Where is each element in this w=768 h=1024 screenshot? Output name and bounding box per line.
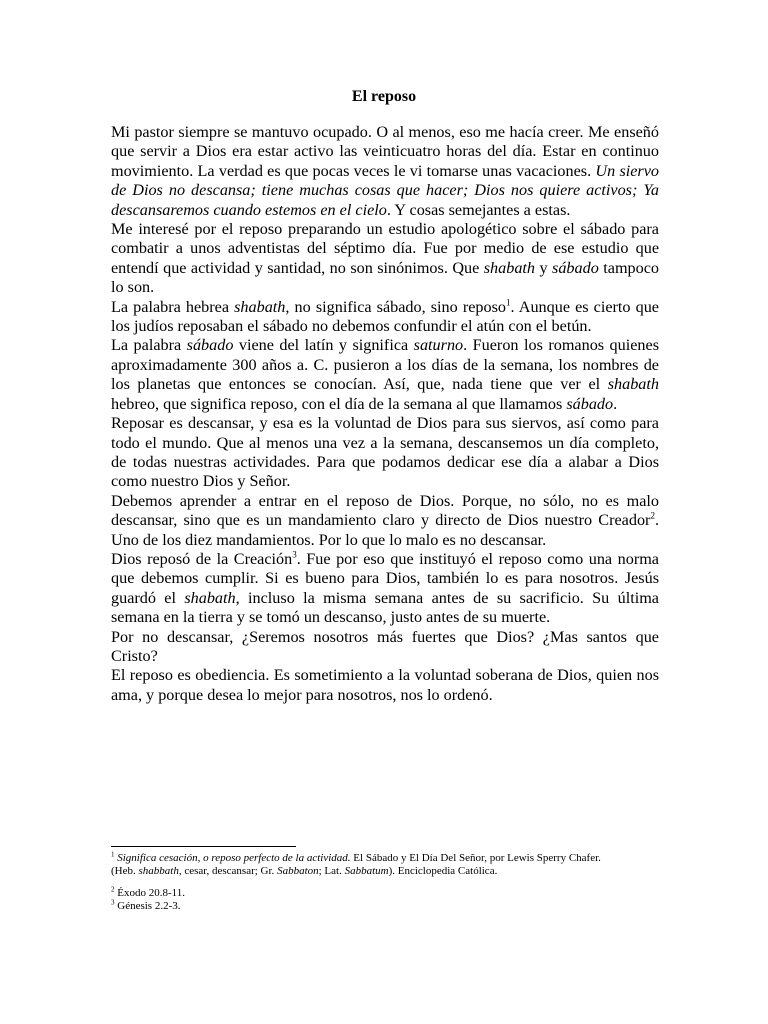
page-title: El reposo — [351, 88, 417, 105]
italic-run: sábado — [566, 394, 614, 413]
footnotes — [111, 852, 659, 913]
paragraph-5 — [111, 414, 659, 492]
text-run: . Uno de los diez mandamientos. Por lo que lo malo es no descansar. — [111, 511, 659, 549]
footnote-number: 1 — [111, 850, 115, 859]
text-run: El reposo es obediencia. Es sometimiento a la voluntad soberana de Dios, quien nos ama, y porque desea lo mejor para nosotros, nos lo ordenó. — [111, 666, 659, 704]
text-run: Debemos aprender a entrar en el reposo de Dios. Porque, no sólo, no es malo descansar, sino que es un mandamiento claro y directo de Dios nuestro Creador — [111, 491, 659, 530]
text-run: La palabra hebrea — [111, 297, 235, 316]
text-run: (Heb. — [111, 865, 139, 877]
text-run: Génesis 2.2-3. — [114, 900, 181, 912]
text-run: , incluso la misma semana antes de su sacrificio. Su última semana en la tierra y se tomó un descanso, justo antes de su muerte. — [111, 588, 659, 627]
italic-run: shabath — [483, 258, 536, 277]
footnote-ref-3[interactable]: 3 — [292, 549, 297, 560]
text-run: El Sábado y El Día Del Señor, por Lewis Sperry Chafer. — [350, 852, 601, 864]
italic-run: Significa cesación, o reposo perfecto de la actividad. — [117, 852, 351, 864]
paragraph-9 — [111, 666, 659, 705]
paragraph-4 — [111, 336, 659, 414]
paragraph-2 — [111, 220, 659, 298]
footnote-1-continuation — [111, 865, 659, 878]
text-run: tampoco lo son. — [111, 258, 660, 297]
text-run: Éxodo 20.8-11. — [114, 887, 185, 899]
paragraph-1 — [111, 123, 659, 220]
footnote-2 — [111, 887, 659, 900]
italic-run: sábado — [552, 258, 599, 277]
footnote-divider — [111, 846, 296, 847]
text-run: La palabra — [111, 336, 187, 355]
text-run: y — [535, 258, 553, 277]
text-run: Por no descansar, ¿Seremos nosotros más fuertes que Dios? ¿Mas santos que Cristo? — [111, 627, 659, 665]
text-run: . Fue por eso que instituyó el reposo como una norma que debemos cumplir. Si es bueno para Dios, también lo es para nosotros. Jesús guardó el — [111, 549, 659, 607]
italic-run: shabath — [184, 588, 236, 607]
footnote-ref-1[interactable]: 1 — [506, 297, 511, 308]
text-run: Reposar es descansar, y esa es la voluntad de Dios para sus siervos, así como para todo el mundo. Que al menos una vez a la semana, descansemos un día completo, de todas nuestras actividades. Para que podamos dedicar ese día a alabar a Dios como nuestro Dios y Señor. — [111, 414, 659, 491]
italic-run: sábado — [186, 336, 234, 355]
text-run: . — [613, 394, 618, 413]
document-body — [111, 123, 659, 705]
text-run: ; Lat. — [318, 865, 345, 877]
italic-run: Sabbatum — [344, 865, 389, 877]
paragraph-6 — [111, 492, 659, 550]
footnote-number: 2 — [111, 885, 115, 894]
italic-run: shabath — [234, 297, 286, 316]
text-run: hebreo, que significa reposo, con el día de la semana al que llamamos — [111, 394, 567, 413]
italic-run: shabbath — [138, 865, 179, 877]
paragraph-7 — [111, 550, 659, 628]
text-run: . Fueron los romanos quienes aproximadamente 300 años a. C. pusieron a los días de la semana, los nombres de los planetas que entonces se conocían. Así, que, nada tiene que ver el — [111, 336, 659, 394]
text-run: . Y cosas semejantes a estas. — [386, 200, 571, 219]
italic-run: saturno — [413, 336, 464, 355]
footnote-spacer — [111, 878, 659, 887]
footnote-1 — [111, 852, 659, 865]
text-run: Dios reposó de la Creación — [111, 549, 293, 568]
footnote-ref-2[interactable]: 2 — [650, 510, 655, 521]
text-run: Mi pastor siempre se mantuvo ocupado. O al menos, eso me hacía creer. Me enseñó que servir a Dios era estar activo las veinticuatro horas del día. Estar en continuo movimiento. La verdad es que pocas veces le vi tomarse unas vacaciones. — [111, 123, 659, 180]
paragraph-3 — [111, 298, 659, 337]
text-run: viene del latín y significa — [233, 336, 414, 355]
text-run: ). Enciclopedia Católica. — [388, 865, 498, 877]
paragraph-8 — [111, 628, 659, 667]
italic-run: shabath — [607, 375, 659, 394]
text-run: . Aunque es cierto que los judíos reposaban el sábado no debemos confundir el atún con el betún. — [111, 297, 659, 336]
footnote-3 — [111, 900, 659, 913]
text-run: , no significa sábado, sino reposo — [285, 297, 506, 316]
italic-run: Sabbaton — [277, 865, 319, 877]
italic-run: Un siervo de Dios no descansa; tiene muchas cosas que hacer; Dios nos quiere activos; Ya descansaremos cuando estemos en el cielo — [111, 161, 660, 219]
text-run: Me interesé por el reposo preparando un estudio apologético sobre el sábado para combatir a unos adventistas del séptimo día. Fue por medio de ese estudio que entendí que actividad y santidad, no son sinónimos. Que — [111, 220, 659, 277]
text-run: , cesar, descansar; Gr. — [178, 865, 278, 877]
footnote-number: 3 — [111, 898, 115, 907]
